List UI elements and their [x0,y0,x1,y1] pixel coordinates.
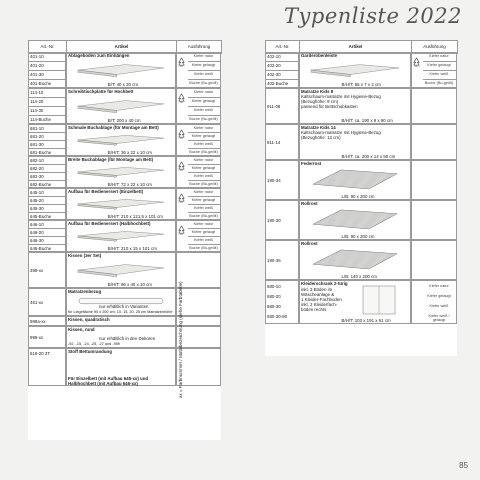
note: nur erhältlich in den Dekoren [99,336,156,341]
finish-label: Buche (Bu-geölt) [189,81,218,85]
finish-label: Kiefer natur [193,189,214,194]
finish-label: Kiefer gelaugt [191,229,216,234]
article-number: 461-xx [30,299,44,305]
finish-label: Kiefer gelaugt [427,63,451,67]
svg-text:FSC: FSC [179,101,184,103]
article-number: 402-Buche [267,81,289,86]
fsc-logo-icon [177,57,186,67]
note: -92, -15, -24, -25, -27 und -959 [68,342,120,346]
article-number: 401-10 [30,54,44,59]
fsc-logo-icon [412,57,421,67]
article-number: 114-Buche [30,117,51,122]
svg-text:FSC: FSC [179,201,184,203]
product-image [309,246,401,272]
article-number: 682-30 [30,173,44,179]
article-number: 645-30 [30,205,44,211]
product-title: Ablageboden zum Einhängen [68,53,130,58]
finish-label: Kiefer natur [193,125,214,130]
product-image [76,58,166,80]
article-number: 911-14 [267,139,281,145]
product-image [76,162,166,180]
product-title: Aufbau für Bedienersert (Einzelbett) [68,189,144,194]
product-title: Matratze Kids 9 [301,89,334,94]
description-line: Kaltschaum-matratze mit Hygiene-Bezug [301,94,381,99]
article-number: 911-08 [267,103,281,109]
product-title: Kleiderschrank 2-türig [301,281,348,286]
svg-text:FSC: FSC [179,65,184,67]
article-number: 646-Buche [30,245,52,251]
article-number: 114-20 [30,99,44,104]
article-number: 402-30 [267,72,281,77]
article-number: 646-20 [30,229,44,235]
article-number: 682-Buche [30,181,52,187]
product-title: Kissen, quadratisch [68,317,110,322]
article-number: 580-30 [267,304,281,309]
article-number: 681-Buche [30,149,52,155]
product-image [309,206,401,232]
description-line: inkl. 2 Kleiderfach- [301,302,338,307]
finish-label: Kiefer weiß [194,108,213,112]
note: nur erhältlich in Varianten [99,304,149,309]
product-image [76,130,166,148]
dimensions: B/H/T: ca. 200 x 14 x 90 cm [341,154,396,159]
article-number: 402-20 [267,63,281,68]
product-title: Matratzenbezug [68,289,102,294]
article-number: 580-10 [267,284,281,289]
description-line: Kaltschaum-matratze mit Hygiene-Bezug [301,130,381,135]
product-title: Garderobenleiste [301,53,338,58]
note: Für Einzelbett (mit Aufbau 645-xx) und [68,376,149,381]
description-line: (Bezughöhe: 9 cm) [301,99,339,104]
product-title: Matratze Kids 14 [301,125,336,130]
article-number: 681-20 [30,133,44,139]
finish-label: Kiefer weiß / gelaugt [428,314,450,322]
left-product-table [28,40,221,440]
col-artikel: Artikel [67,41,177,54]
product-title: Kissen, rund [68,327,95,332]
finish-label: Kiefer gelaugt [191,63,216,67]
finish-label: Kiefer weiß [429,72,449,76]
finish-label: Kiefer weiß [194,237,213,242]
product-title: Kissen (3er Set) [68,253,102,258]
description-line: Wäscheanlage & [301,292,335,297]
product-image [309,58,401,80]
article-number: 190-34 [267,177,281,183]
finish-label: Kiefer weiß [194,205,213,210]
finish-label: Kiefer weiß [194,173,213,178]
description-line: böden rechts [301,307,327,312]
dimensions: L/B: 90 x 200 cm [341,194,375,199]
description-line: inkl. 3 Böden im [301,287,333,292]
article-number: 190-30 [267,217,281,223]
finish-label: Buche (Bu-geölt) [189,149,218,154]
article-number: 401-Buche [30,81,52,86]
article-number: 619-20 3T [30,351,51,356]
finish-label: Kiefer weiß [429,304,449,308]
article-number: 681-10 [30,125,44,131]
col-art-right: Art.-Nr. [266,41,300,54]
svg-text:FSC: FSC [179,137,184,139]
article-number: 401-30 [30,72,44,77]
note: für Liegefläche 90 x 200 cm, 10, 15, 20, 25 cm Matratzenhöhe [68,310,173,314]
article-number: 645-10 [30,189,44,195]
fsc-logo-icon [177,225,186,235]
article-number: 999-xx [30,334,44,340]
product-title: Federrost [301,161,322,166]
article-number: 395-xx [30,267,44,273]
dimensions: B/H/T: 210 x 121,5 x 101 cm [107,214,163,219]
article-number: 646-10 [30,221,44,227]
finish-label: Kiefer natur [193,221,214,226]
finish-label: Kiefer gelaugt [191,99,216,103]
dimensions: B/H/T: 65 x 7 x 2 cm [341,82,381,87]
finish-label: Kiefer gelaugt [427,294,451,298]
finish-label: Buche (Bu-geölt) [189,245,218,250]
finish-label: Kiefer natur [193,90,214,94]
right-product-table [265,40,457,356]
page-title: Typenliste 2022 [284,4,462,28]
product-title: Schreibtischplatte für Hochbett [68,89,134,94]
article-number: 645-Buche [30,213,52,219]
article-number: 682-20 [30,165,44,171]
dimensions: L/B: 140 x 200 cm [341,274,377,279]
dimensions: B/H/T: 96 x 40 x 10 cm [107,282,152,287]
finish-label: Kiefer gelaugt [191,197,216,202]
finish-label: Kiefer weiß [194,72,213,76]
col-artikel-right: Artikel [300,41,412,54]
finish-label: Kiefer gelaugt [191,133,216,138]
finish-label: Kiefer natur [429,284,449,288]
col-ausfuehrung: Ausführung [177,41,222,54]
fsc-logo-icon [177,193,186,203]
dimensions: L/B: 90 x 200 cm [341,234,375,239]
article-number: 580-20 [267,294,281,299]
product-image [309,166,401,192]
article-number: 401-20 [30,63,44,68]
product-image [76,94,166,116]
fsc-logo-icon [177,129,186,139]
fsc-logo-icon [177,161,186,171]
description-line: 1 Kleider-Fachboden [301,297,342,302]
svg-text:FSC: FSC [414,65,419,67]
article-number: 580-30-90 [267,314,288,319]
finish-label: Kiefer gelaugt [191,165,216,170]
page-number: 85 [459,461,468,470]
finish-label: Kiefer natur [193,54,214,58]
article-number: 114-30 [30,108,44,113]
col-ausfuehrung-right: Ausführung [412,41,458,54]
note: Halbhochbett (mit Aufbau 646-xx) [68,381,138,386]
product-title: Stoff Bettumrandung [68,349,112,354]
svg-text:FSC: FSC [179,233,184,235]
color-note-rotated: xx = Farbnummer / Motivbezeichnung (siehe Farbtabelle) [178,281,183,398]
article-number: 682-10 [30,157,44,163]
product-image [359,284,399,316]
dimensions: B/H/T: 72 x 22 x 10 cm [107,182,152,187]
product-title: Breite Buchablage (für Montage am Bett) [68,157,154,162]
product-image [76,226,166,244]
svg-text:FSC: FSC [179,169,184,171]
article-number: 645-20 [30,197,44,203]
finish-label: Buche (Bu-geölt) [189,213,218,218]
product-title: Aufbau für Bedienersert (Halbhochbett) [68,221,151,226]
dimensions: B/H/T: 103 x 191 x 61 cm [341,318,391,323]
article-number: 114-10 [30,90,44,95]
description-line: (Bezughöhe: 13 cm) [301,135,341,140]
dimensions: B/T: 40 x 20 cm [107,82,139,87]
finish-label: Buche (Bu-geölt) [189,181,218,186]
article-number: 402-10 [267,54,281,59]
article-number: 681-30 [30,141,44,147]
fsc-logo-icon [177,93,186,103]
dimensions: B/H/T: 210 x 15 x 101 cm [107,246,157,251]
dimensions: B/T: 200 x 40 cm [107,118,141,123]
product-image [76,194,166,212]
product-image [76,258,166,280]
col-art: Art.-Nr. [29,41,67,54]
finish-label: Kiefer natur [429,54,449,58]
description-line: passend für Bettschubkasten [301,104,358,109]
article-number: 190-35 [267,257,281,263]
product-title: Schmale Buchablage (für Montage am Bett) [68,125,159,130]
product-title: Rollrost [301,241,318,246]
finish-label: Kiefer weiß [194,141,213,146]
finish-label: Buche (Bu-geölt) [424,81,454,85]
dimensions: B/H/T: 36 x 22 x 10 cm [107,150,152,155]
article-number: 646-30 [30,237,44,243]
finish-label: Kiefer natur [193,157,214,162]
finish-label: Buche (Bu-geölt) [189,117,218,121]
product-title: Rollrost [301,201,318,206]
dimensions: B/H/T: ca. 190 x 9 x 90 cm [341,118,393,123]
article-number: 999a-xx [30,318,46,324]
